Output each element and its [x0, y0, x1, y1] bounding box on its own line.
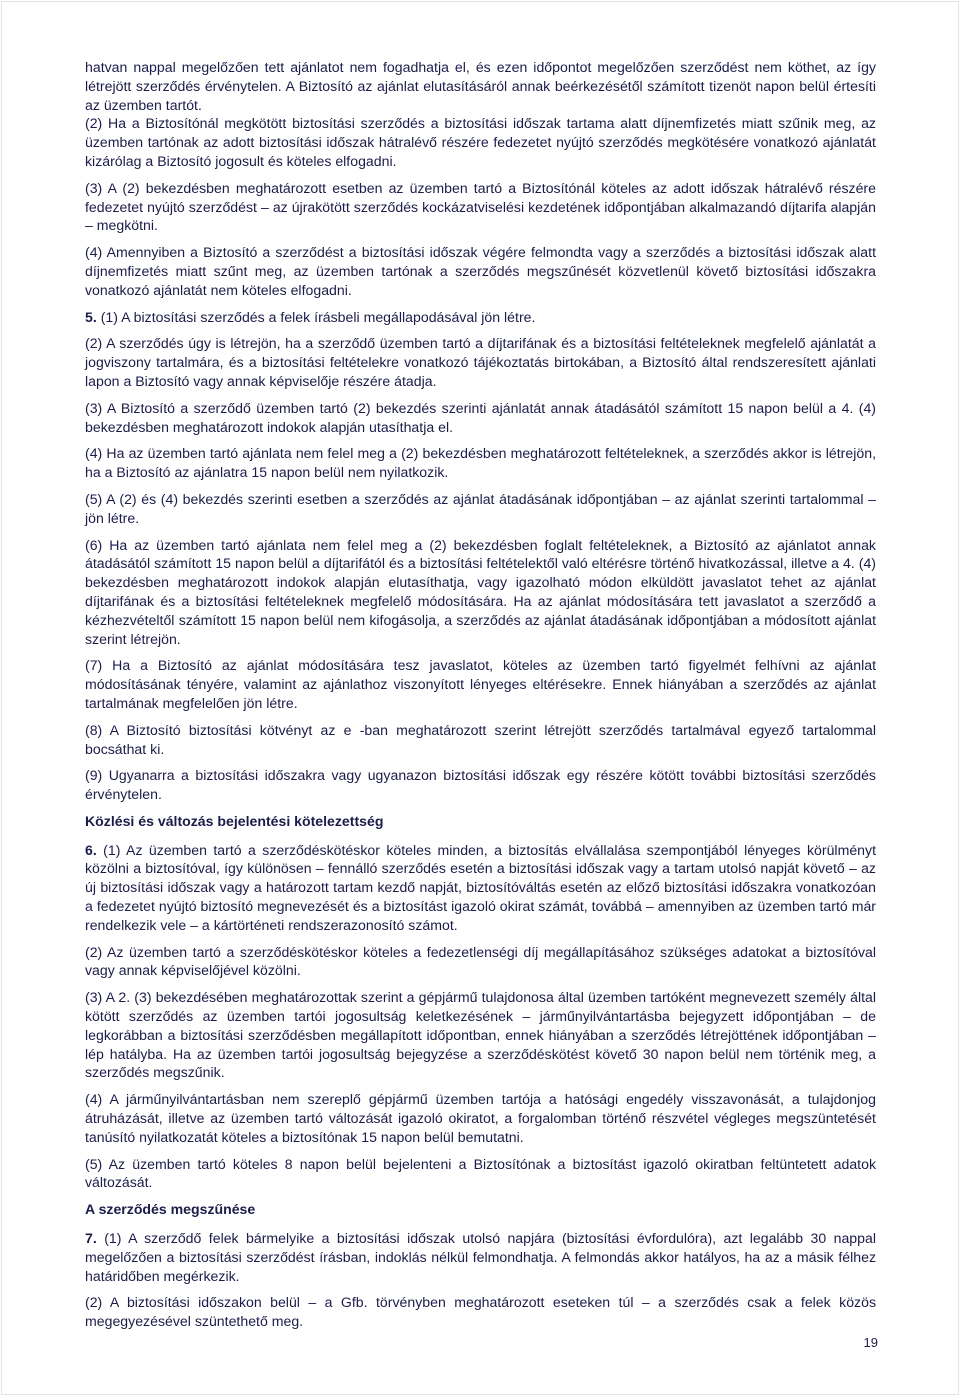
paragraph-4-4: (4) Amennyiben a Biztosító a szerződést a biztosítási időszak végére felmondta vagy a szerződés a biztosítási időszak alatt díjnemfizetés miatt szűnt meg, az üzemben tartónak a szerződés megszűnését közvetlenül követő biztosítási időszakra vonatkozó ajánlatát nem köteles elfogadni.: [85, 244, 876, 298]
paragraph-5-4: (4) Ha az üzemben tartó ajánlata nem felel meg a (2) bekezdésben meghatározott feltételeknek, a szerződés akkor is létrejön, ha a Biztosító az ajánlatra 15 napon belül nem nyilatkozik.: [85, 445, 876, 481]
paragraph-5-2: (2) A szerződés úgy is létrejön, ha a szerződő üzemben tartó a díjtarifának és a biztosítási feltételeknek megfelelő ajánlatát a jogviszony tartalmára, és a biztosítási feltételekre vonatkozó tájékoztatás birtokában, a Biztosító által rendszeresített ajánlati lapon a Biztosító vagy annak képviselője részére átadja.: [85, 335, 876, 389]
paragraph-6-3: (3) A 2. (3) bekezdésében meghatározottak szerint a gépjármű tulajdonosa által üzemben tartóként megnevezett személy által kötött szerződés az üzemben tartói jogosultság keletkezésének – járműnyilvántartásba bejegyzett időpontjában – de legkorábban a biztosítási szerződésben megállapított időpontban, ennek hiányában a szerződés létrejöttének időpontjában – lép hatályba. Ha az üzemben tartói jogosultság bejegyzése a szerződéskötést követő 30 napon belül nem történik meg, a szerződés megszűnik.: [85, 989, 876, 1081]
section-7-lead: [85, 1229, 876, 1285]
paragraph-5-6: (6) Ha az üzemben tartó ajánlata nem felel meg a (2) bekezdésben foglalt feltételeknek, a Biztosító az ajánlatot annak átadásától számított 15 napon belül a díjtarifától és a biztosítási feltételektől való eltérésre történő hivatkozással, illetve a 4. (4) bekezdésben meghatározott indokok alapján elutasíthatja, vagy igazolható módon elküldött javaslatot tehet az ajánlat díjtarifának és a biztosítási feltételeknek megfelelő módosítására. Ha az ajánlat módosítására tett javaslatot a szerződő a kézhezvételtől számított 15 napon belül nem kifogásolja, a szerződés az ajánlat átadásának időpontjában a módosított ajánlat szerint létrejön.: [85, 536, 876, 647]
section-7-lead-text: (1) A szerződő felek bármelyike a biztosítási időszak utolsó napjára (biztosítási évfordulóra), azt legalább 30 nappal megelőzően a biztosítási szerződést írásban, indoklás nélkül felmondhatja. A felmondás akkor hatályos, ha az a másik félhez határidőben megérkezik.: [85, 1230, 876, 1284]
section-6-lead-text: (1) Az üzemben tartó a szerződéskötéskor köteles minden, a biztosítás elvállalása szempontjából lényeges körülményt közölni a biztosítóval, így különösen – fennálló szerződés esetén a biztosítási időszak vagy a tartam utolsó napját követő – az új biztosítási időszak vagy a határozott tartam kezdő napját, biztosítóváltás esetén az előző biztosítási időszakra vonatkozóan a fedezetet nyújtó biztosító megnevezését és a biztosítást igazoló okirat számát, továbbá – amennyiben az üzemben tartó már rendelkezik vele – a kártörténeti rendszerazonosító számot.: [85, 841, 876, 933]
paragraph-5-3: (3) A Biztosító a szerződő üzemben tartó (2) bekezdés szerinti ajánlatát annak átadásától számított 15 napon belül a 4. (4) bekezdésben meghatározott indokok alapján utasíthatja el.: [85, 399, 876, 435]
paragraph-4-2: (2) Ha a Biztosítónál megkötött biztosítási szerződés a biztosítási időszak tartama alatt díjnemfizetés miatt szűnik meg, az üzemben tartónak az adott biztosítási időszak hátralévő részére fedezetet nyújtó szerződés megkötésére vonatkozó ajánlatát kizárólag a Biztosító jogosult és köteles elfogadni.: [85, 115, 876, 169]
paragraph-4-3: (3) A (2) bekezdésben meghatározott esetben az üzemben tartó a Biztosítónál köteles az adott időszak hátralévő részére fedezetet nyújtó szerződést – az újrakötött szerződés kockázatviselési kezdetének időpontjában alkalmazandó díjtarifa alapján – megkötni.: [85, 179, 876, 234]
section-5-lead-text: (1) A biztosítási szerződés a felek írásbeli megállapodásával jön létre.: [96, 308, 536, 325]
page-number: 19: [863, 1335, 878, 1350]
section-5-number: 5.: [85, 308, 97, 325]
heading-reporting-obligation: Közlési és változás bejelentési kötelezettség: [85, 812, 384, 829]
paragraph-5-7: (7) Ha a Biztosító az ajánlat módosítására tesz javaslatot, köteles az üzemben tartó figyelmét felhívni az ajánlat módosításának tényére, valamint az ajánlathoz viszonyított lényeges eltérésekre. Ennek hiányában a szerződés az ajánlat tartalmának megfelelően jön létre.: [85, 657, 876, 711]
heading-termination: A szerződés megszűnése: [85, 1201, 256, 1218]
paragraph-6-2: (2) Az üzemben tartó a szerződéskötéskor köteles a fedezetlenségi díj megállapításához szükséges adatokat a biztosítóval vagy annak képviselőjével közölni.: [85, 943, 876, 979]
paragraph-continuation: hatvan nappal megelőzően tett ajánlatot nem fogadhatja el, és ezen időpontot megelőzően szerződést nem köthet, az így létrejött szerződés érvénytelen. A Biztosító az ajánlat elutasításáról annak beérkezésétől számított tizenöt napon belül értesíti az üzemben tartót.: [85, 59, 876, 113]
paragraph-5-9: (9) Ugyanarra a biztosítási időszakra vagy ugyanazon biztosítási időszak egy részére kötött további biztosítási szerződés érvénytelen.: [85, 767, 876, 803]
paragraph-6-5: (5) Az üzemben tartó köteles 8 napon belül bejelenteni a Biztosítónak a biztosítást igazoló okiratban feltüntetett adatok változását.: [85, 1155, 876, 1191]
section-6-lead: [85, 841, 876, 935]
paragraph-6-4: (4) A járműnyilvántartásban nem szereplő gépjármű üzemben tartója a hatósági engedély visszavonását, a tulajdonjog átruházását, illetve az üzemben tartó változását igazoló okiratot, a forgalomban történő részvétel végleges megszüntetését tanúsító nyilatkozatát köteles a biztosítónak 15 napon belül bemutatni.: [85, 1091, 876, 1145]
section-6-number: 6.: [85, 841, 97, 858]
paragraph-5-8: (8) A Biztosító biztosítási kötvényt az e -ban meghatározott szerint létrejött szerződés tartalmával egyező tartalommal bocsáthat ki.: [85, 721, 876, 757]
section-5-lead: [85, 308, 876, 327]
paragraph-7-2: (2) A biztosítási időszakon belül – a Gfb. törvényben meghatározott eseteken túl – a szerződés csak a felek közös megegyezésével szüntethető meg.: [85, 1294, 876, 1330]
paragraph-5-5: (5) A (2) és (4) bekezdés szerinti esetben a szerződés az ajánlat átadásának időpontjában – az ajánlat szerinti tartalommal – jön létre.: [85, 490, 876, 526]
section-7-number: 7.: [85, 1230, 97, 1247]
